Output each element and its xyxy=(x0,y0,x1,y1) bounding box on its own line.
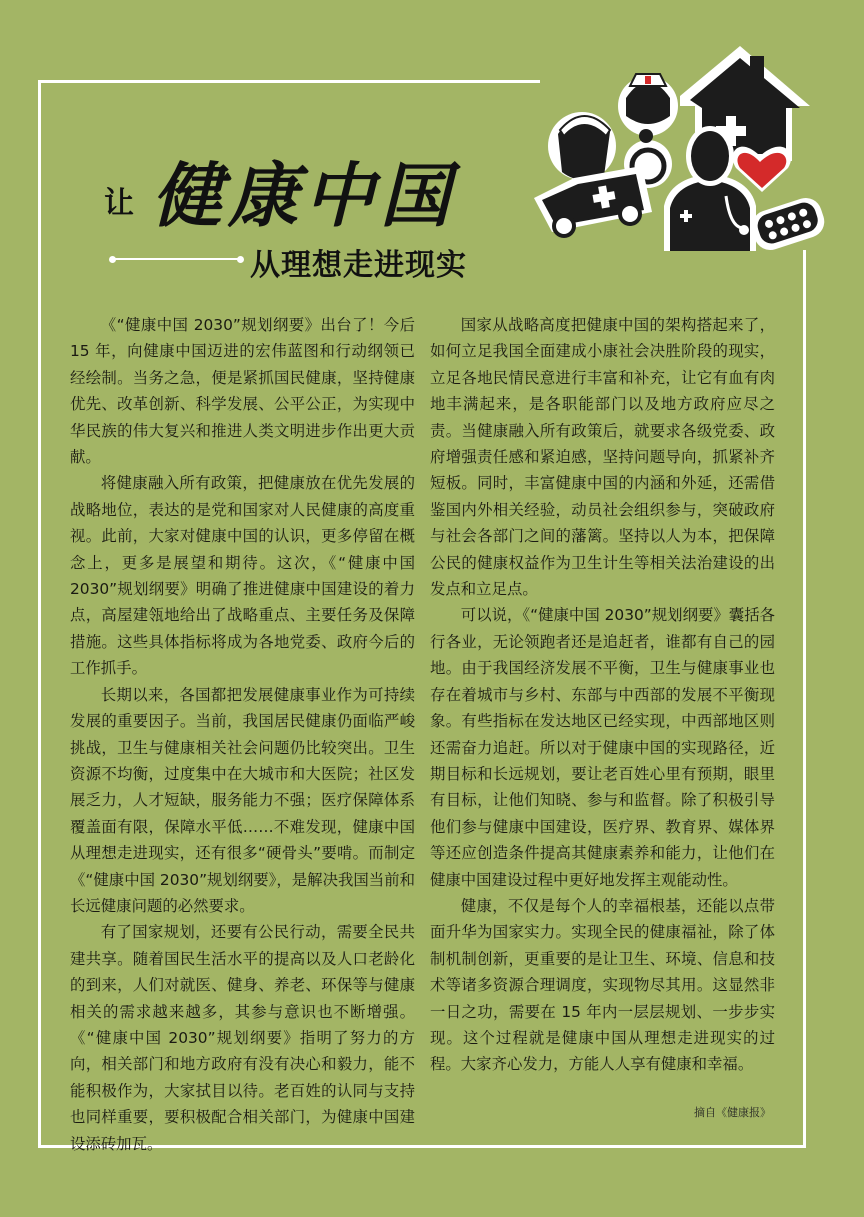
paragraph: 国家从战略高度把健康中国的架构搭起来了，如何立足我国全面建成小康社会决胜阶段的现实，立足各地民情民意进行丰富和补充，让它有血有肉地丰满起来，是各职能部门以及地方政府应尽之责。当健康融入所有政策后，就要求各级党委、政府增强责任感和紧迫感，坚持问题导向，抓紧补齐短板。同时，丰富健康中国的内涵和外延，还需借鉴国内外相关经验，动员社会组织参与，突破政府与社会各部门之间的藩篱。坚持以人为本，把保障公民的健康权益作为卫生计生等相关法治建设的出发点和立足点。 xyxy=(430,316,775,599)
paragraph: 《“健康中国 2030”规划纲要》出台了！今后 15 年，向健康中国迈进的宏伟蓝图和行动纲领已经绘制。当务之急，便是紧抓国民健康，坚持健康优先、改革创新、科学发展、公平公正，为实现中华民族的伟大复兴和推进人类文明进步作出更大贡献。 xyxy=(70,316,415,467)
subtitle-dot-right xyxy=(237,256,244,263)
subtitle-rule xyxy=(112,258,240,260)
pills-icon xyxy=(748,194,829,251)
paragraph: 健康，不仅是每个人的幸福根基，还能以点带面升华为国家实力。实现全民的健康福祉，除了体制机制创新，更重要的是让卫生、环境、信息和技术等诸多资源合理调度，实现物尽其用。这显然非一日之功，需要在 15 年内一层层规划、一步步实现。这个过程就是健康中国从理想走进现实的过程。大家齐心发力，方能人人享有健康和幸福。 xyxy=(430,896,775,1074)
paragraph: 可以说，《“健康中国 2030”规划纲要》囊括各行各业，无论领跑者还是追赶者，谁都有自己的园地。由于我国经济发展不平衡，卫生与健康事业也存在着城市与乡村、东部与中西部的发展不平衡现象。有些指标在发达地区已经实现，中西部地区则还需奋力追赶。所以对于健康中国的实现路径，近期目标和长远规划，要让老百姓心里有预期，眼里有目标，让他们知晓、参与和监督。除了积极引导他们参与健康中国建设，医疗界、教育界、媒体界等还应创造条件提高其健康素养和能力，让他们在健康中国建设过程中更好地发挥主观能动性。 xyxy=(430,606,775,889)
left-column xyxy=(70,312,415,1157)
page-title: 健康中国 xyxy=(152,154,456,237)
chef-icon xyxy=(548,112,616,180)
right-column xyxy=(430,312,775,1078)
page-subtitle: 从理想走进现实 xyxy=(250,248,467,283)
paragraph: 有了国家规划，还要有公民行动，需要全民共建共享。随着国民生活水平的提高以及人口老龄化的到来，人们对就医、健身、养老、环保等与健康相关的需求越来越多，其参与意识也不断增强。《“健康中国 2030”规划纲要》指明了努力的方向，相关部门和地方政府有没有决心和毅力，能不能积极作为，大家拭目以待。老百姓的认同与支持也同样重要，要积极配合相关部门，为健康中国建设添砖加瓦。 xyxy=(70,923,415,1153)
paragraph: 将健康融入所有政策，把健康放在优先发展的战略地位，表达的是党和国家对人民健康的高度重视。此前，大家对健康中国的认识，更多停留在概念上，更多是展望和期待。这次，《“健康中国 2030”规划纲要》明确了推进健康中国建设的着力点，高屋建瓴地给出了战略重点、主要任务及保障措施。这些具体指标将成为各地党委、政府今后的工作抓手。 xyxy=(70,474,415,678)
title-prefix: 让 xyxy=(104,186,134,221)
source-credit: 摘自《健康报》 xyxy=(694,1106,771,1119)
health-illustration xyxy=(530,36,830,251)
nurse-icon xyxy=(618,74,678,136)
ambulance-icon xyxy=(534,166,652,236)
paragraph: 长期以来，各国都把发展健康事业作为可持续发展的重要因子。当前，我国居民健康仍面临严峻挑战，卫生与健康相关社会问题仍比较突出。卫生资源不均衡，过度集中在大城市和大医院；社区发展乏力，人才短缺，服务能力不强；医疗保障体系覆盖面有限，保障水平低……不难发现，健康中国从理想走进现实，还有很多“硬骨头”要啃。而制定《“健康中国 2030”规划纲要》，是解决我国当前和长远健康问题的必然要求。 xyxy=(70,685,415,915)
